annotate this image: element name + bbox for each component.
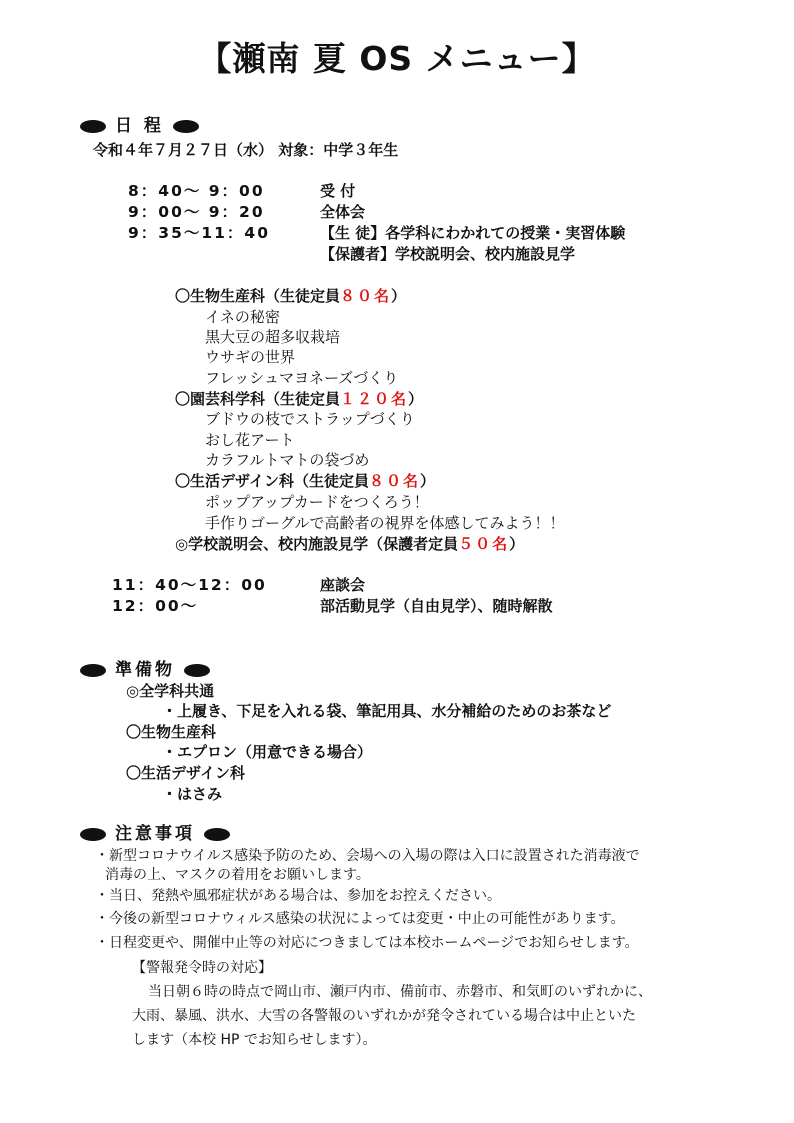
prep-item: ・はさみ (162, 785, 223, 803)
text-fragment: 〇生活デザイン科（生徒定員 (175, 472, 369, 490)
note-bullet-continuation: 消毒の上、マスクの着用をお願いします。 (105, 867, 370, 883)
bullet-dot-icon (173, 120, 199, 133)
prep-item: ・上履き、下足を入れる袋、筆記用具、水分補給のためのお茶など (162, 702, 612, 720)
department-item: フレッシュマヨネーズづくり (205, 369, 399, 387)
notes-heading (80, 826, 230, 843)
bullet-dot-icon (80, 120, 106, 133)
notes-heading-label: 注意事項 (115, 824, 195, 844)
department-item: おし花アート (205, 431, 295, 449)
prep-item: ・エプロン（用意できる場合） (162, 743, 373, 761)
schedule-time: 9：00～ 9：20 (128, 203, 265, 221)
bullet-dot-icon (204, 828, 230, 841)
bullet-dot-icon (80, 828, 106, 841)
text-fragment: ） (509, 535, 525, 553)
schedule-desc: 部活動見学（自由見学）、随時解散 (320, 597, 553, 615)
department-heading (175, 474, 435, 489)
note-bullet: ・日程変更や、開催中止等の対応につきましては本校ホームページでお知らせします。 (95, 935, 639, 951)
department-item: 黒大豆の超多収栽培 (205, 328, 341, 346)
department-item: 手作りゴーグルで高齢者の視界を体感してみよう！！ (205, 514, 565, 532)
text-fragment: 〇園芸科学科（生徒定員 (175, 390, 341, 408)
department-item: ポップアップカードをつくろう！ (205, 493, 429, 511)
schedule-time: 9：35～11：40 (128, 224, 270, 242)
text-fragment: １２０名 (340, 390, 409, 408)
school-tour-line (175, 537, 524, 552)
schedule-time: 8：40～ 9：00 (128, 182, 265, 200)
bullet-dot-icon (184, 664, 210, 677)
schedule-desc: 全体会 (320, 203, 366, 221)
date-line: 令和４年７月２７日（水） 対象：中学３年生 (93, 141, 399, 159)
schedule-time: 12：00～ (112, 597, 199, 615)
text-fragment: ） (391, 287, 407, 305)
prep-heading-label: 準備物 (115, 660, 175, 680)
guardian-line: 【保護者】学校説明会、校内施設見学 (320, 245, 576, 263)
prep-heading (80, 662, 210, 679)
note-bullet: ・新型コロナウイルス感染予防のため、会場への入場の際は入口に設置された消毒液で (95, 848, 640, 864)
warning-line: します（本校 HP でお知らせします）。 (132, 1032, 377, 1048)
note-bullet: ・今後の新型コロナウィルス感染の状況によっては変更・中止の可能性があります。 (95, 911, 625, 927)
schedule-desc: 受 付 (320, 182, 356, 200)
department-item: イネの秘密 (205, 308, 280, 326)
schedule-desc: 座談会 (320, 576, 366, 594)
warning-title: 【警報発令時の対応】 (132, 960, 272, 976)
prep-group-label: 〇生物生産科 (126, 723, 217, 741)
department-heading (175, 289, 406, 304)
note-bullet: ・当日、発熱や風邪症状がある場合は、参加をお控えください。 (95, 888, 501, 904)
department-item: ウサギの世界 (205, 348, 296, 366)
schedule-time: 11：40～12：00 (112, 576, 267, 594)
text-fragment: ８０名 (368, 472, 420, 490)
warning-line: 大雨、暴風、洪水、大雪の各警報のいずれかが発令されている場合は中止といた (132, 1008, 636, 1024)
schedule-heading-label: 日 程 (115, 116, 164, 136)
text-fragment: ） (419, 472, 435, 490)
text-fragment: ５０名 (458, 535, 510, 553)
warning-line: 当日朝６時の時点で岡山市、瀬戸内市、備前市、赤磐市、和気町のいずれかに、 (148, 984, 652, 1000)
bullet-dot-icon (80, 664, 106, 677)
schedule-heading (80, 118, 199, 135)
text-fragment: 〇生物生産科（生徒定員 (175, 287, 341, 305)
department-item: カラフルトマトの袋づめ (205, 451, 370, 469)
text-fragment: ） (408, 390, 424, 408)
page-title: 【瀬南 夏 OS メニュー】 (198, 39, 596, 78)
schedule-desc: 【生 徒】各学科にわかれての授業・実習体験 (320, 224, 626, 242)
department-heading (175, 392, 423, 407)
text-fragment: ８０名 (340, 287, 392, 305)
text-fragment: ◎学校説明会、校内施設見学（保護者定員 (175, 535, 459, 553)
prep-group-label: 〇生活デザイン科 (126, 764, 245, 782)
department-item: ブドウの枝でストラップづくり (205, 410, 415, 428)
prep-group-label: ◎全学科共通 (126, 682, 215, 700)
